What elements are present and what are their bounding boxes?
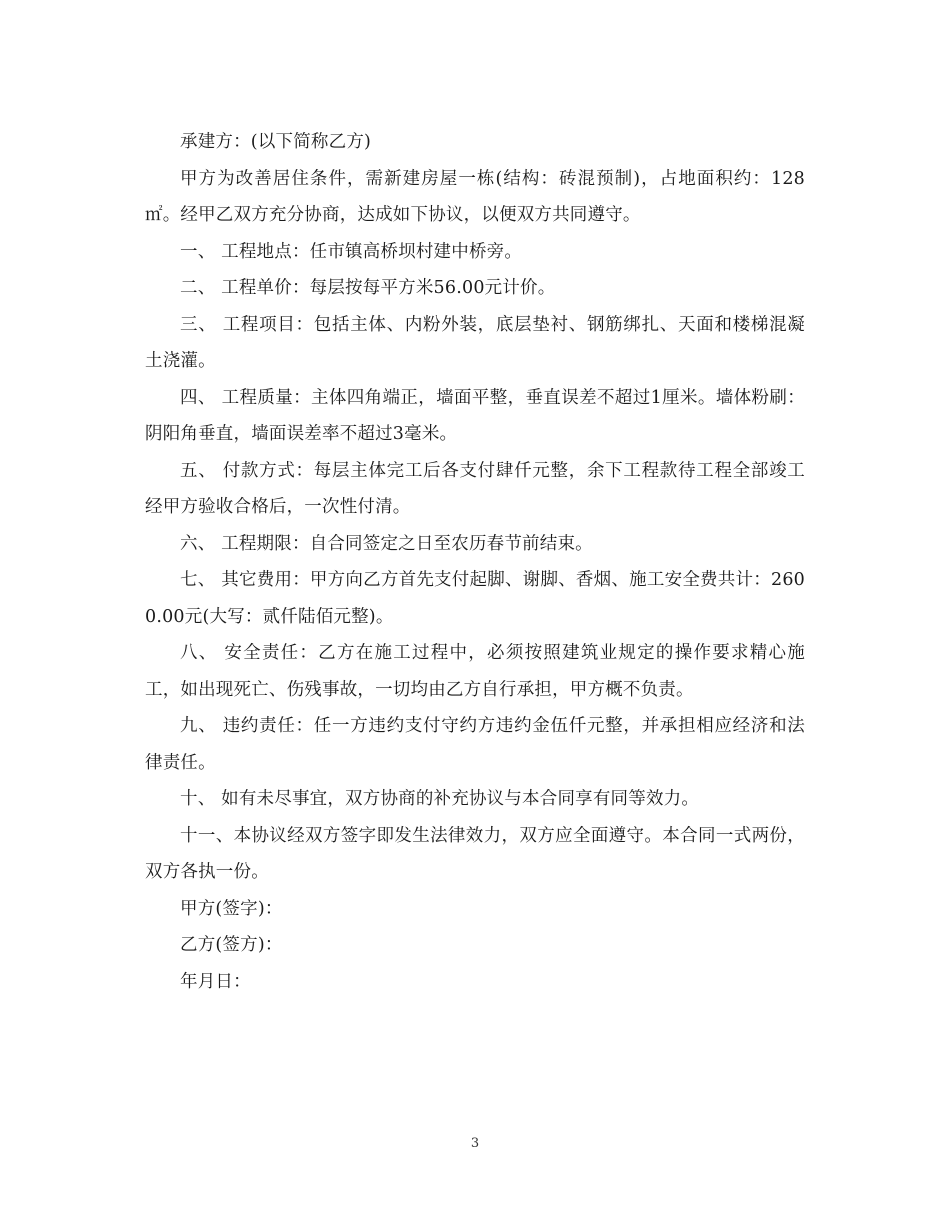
clause-effectiveness: 十一、本协议经双方签字即发生法律效力，双方应全面遵守。本合同一式两份，双方各执一份。 (145, 825, 805, 882)
clause-breach: 九、 违约责任：任一方违约支付守约方违约金伍仟元整，并承担相应经济和法律责任。 (145, 716, 805, 773)
date-line: 年月日： (180, 971, 251, 992)
clause-other-fees: 七、 其它费用：甲方向乙方首先支付起脚、谢脚、香烟、施工安全费共计：2600.00元(大写：贰仟陆佰元整)。 (145, 570, 805, 627)
clause-supplement: 十、 如有未尽事宜，双方协商的补充协议与本合同享有同等效力。 (180, 789, 700, 809)
party-a-signature-line: 甲方(签字)： (180, 898, 283, 919)
clause-quality: 四、 工程质量：主体四角端正，墙面平整，垂直误差不超过1厘米。墙体粉刷：阴阳角垂直，墙面误差率不超过3毫米。 (145, 387, 805, 444)
contractor-line: 承建方：(以下简称乙方) (180, 132, 372, 152)
contract-body (145, 124, 805, 1000)
clause-safety: 八、 安全责任：乙方在施工过程中，必须按照建筑业规定的操作要求精心施工，如出现死亡、伤残事故，一切均由乙方自行承担，甲方概不负责。 (145, 643, 805, 700)
clause-unit-price: 二、 工程单价：每层按每平方米56.00元计价。 (180, 278, 556, 298)
page-number: 3 (470, 1136, 480, 1151)
party-b-signature-line: 乙方(签方)： (180, 935, 283, 955)
clause-project-items: 三、 工程项目：包括主体、内粉外装，底层垫衬、钢筋绑扎、天面和楼梯混凝土浇灌。 (145, 314, 805, 371)
clause-location: 一、 工程地点：任市镇高桥坝村建中桥旁。 (180, 241, 523, 262)
intro-paragraph: 甲方为改善居住条件，需新建房屋一栋(结构：砖混预制)，占地面积约：128㎡。经甲乙双方充分协商，达成如下协议，以便双方共同遵守。 (145, 168, 805, 225)
clause-duration: 六、 工程期限：自合同签定之日至农历春节前结束。 (180, 533, 593, 554)
clause-payment: 五、 付款方式：每层主体完工后各支付肆仟元整，余下工程款待工程全部竣工经甲方验收合格后，一次性付清。 (145, 460, 805, 517)
